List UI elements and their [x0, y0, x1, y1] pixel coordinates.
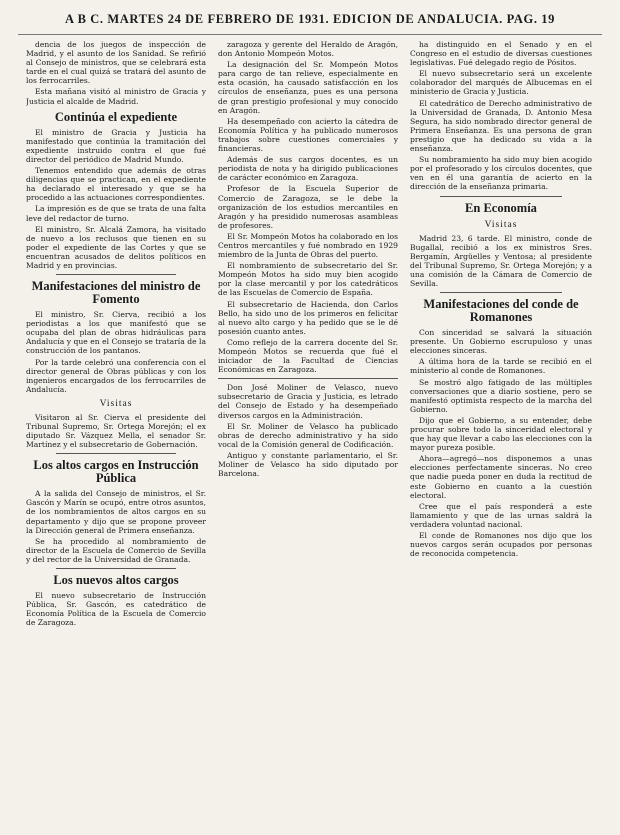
paragraph: Madrid 23, 6 tarde. El ministro, conde de Bugallal, recibió a los ex ministros Sres. Bergamín, Argüelles y Ventosa; al presidente del Tribunal Supremo, Sr. Ortega Morejón; y a una comisión de la Cámara de Comercio de Sevilla.	[410, 233, 592, 288]
headline-conde-romanones: Manifestaciones del conde de Romanones	[423, 297, 579, 325]
paragraph: dencia de los juegos de inspección de Madrid, y el asunto de los Sanidad. Se refirió al Consejo de ministros, que se celebrará esta tarde en el cual quizá se tratará del asunto de los ferrocarriles.	[26, 40, 206, 86]
paragraph: El ministro, Sr. Alcalá Zamora, ha visitado de nuevo a los reclusos que tienen en su poder el expediente de las Cortes y que se encuentran acusados de delitos políticos en Madrid y en provincias.	[26, 224, 206, 270]
subheading-visitas: Visitas	[484, 219, 518, 230]
divider	[56, 453, 176, 454]
paragraph: Dijo que el Gobierno, a su entender, debe procurar sobre todo la sinceridad electoral y que hay que llevar a cabo las elecciones con la mayor pureza posible.	[410, 415, 592, 453]
paragraph: Ahora—agregó—nos disponemos a unas elecciones perfectamente sinceras. No creo que nadie pueda poner en duda la rectitud de este Gobierno en cuanto a la cuestión electoral.	[410, 454, 592, 500]
paragraph: Antiguo y constante parlamentario, el Sr. Moliner de Velasco ha sido diputado por Barcelona.	[218, 450, 398, 479]
paragraph: zaragoza y gerente del Heraldo de Aragón, don Antonio Mompeón Motos.	[218, 40, 398, 59]
page-masthead: A B C. MARTES 24 DE FEBRERO DE 1931. EDICION DE ANDALUCIA. PAG. 19	[18, 12, 602, 35]
paragraph: Esta mañana visitó al ministro de Gracia y Justicia el alcalde de Madrid.	[26, 87, 206, 106]
headline-altos-cargos: Los altos cargos en Instrucción Pública	[33, 458, 199, 486]
paragraph: Con sinceridad se salvará la situación presente. Un Gobierno escrupuloso y unas elecciones sinceras.	[410, 328, 592, 356]
paragraph: Tenemos entendido que además de otras diligencias que se practican, en el expediente ha declarado el interesado y que se ha procedido a las actuaciones correspondientes.	[26, 166, 206, 203]
paragraph: Profesor de la Escuela Superior de Comercio de Zaragoza, se le debe la organización de los estudios mercantiles en Aragón y ha presidido numerosas asambleas de profesores.	[218, 184, 398, 230]
divider	[440, 292, 562, 293]
column-3	[410, 40, 592, 827]
headline-nuevos-altos-cargos: Los nuevos altos cargos	[53, 573, 179, 588]
headline-en-economia: En Economía	[465, 200, 537, 215]
headline-ministro-fomento: Manifestaciones del ministro de Fomento	[31, 279, 201, 307]
column-1	[26, 40, 206, 827]
paragraph: Su nombramiento ha sido muy bien acogido por el profesorado y los círculos docentes, que ven en él una garantía de acierto en la dirección de la enseñanza primaria.	[410, 155, 592, 192]
paragraph: El conde de Romanones nos dijo que los nuevos cargos serán ocupados por personas de reconocida competencia.	[410, 531, 592, 559]
paragraph: El nuevo subsecretario será un excelente colaborador del marqués de Albucemas en el ministerio de Gracia y Justicia.	[410, 69, 592, 97]
paragraph: Se ha procedido al nombramiento de director de la Escuela de Comercio de Sevilla y del rector de la Universidad de Granada.	[26, 536, 206, 564]
paragraph: El ministro de Gracia y Justicia ha manifestado que continúa la tramitación del expediente instruido contra el que fué director del periódico de Madrid Mundo.	[26, 127, 206, 164]
paragraph: A última hora de la tarde se recibió en el ministerio al conde de Romanones.	[410, 357, 592, 376]
paragraph: Visitaron al Sr. Cierva el presidente del Tribunal Supremo, Sr. Ortega Morejón; el ex diputado Sr. Vázquez Mella, el senador Sr. Martínez y el subsecretario de Gobernación.	[26, 412, 206, 450]
paragraph: Ha desempeñado con acierto la cátedra de Economía Política y ha publicado numerosos trabajos sobre cuestiones comerciales y financieras.	[218, 116, 398, 154]
paragraph: El Sr. Moliner de Velasco ha publicado obras de derecho administrativo y ha sido vocal de la Comisión general de Codificación.	[218, 421, 398, 449]
divider	[56, 568, 176, 569]
paragraph: El nuevo subsecretario de Instrucción Pública, Sr. Gascón, es catedrático de Economía Política de la Escuela de Comercio de Zaragoza.	[26, 591, 206, 628]
paragraph: Cree que el país responderá a este llamamiento y que de las urnas saldrá la verdadera voluntad nacional.	[410, 501, 592, 529]
column-2	[218, 40, 398, 827]
headline-continua-expediente: Continúa el expediente	[54, 109, 178, 124]
divider	[56, 274, 176, 275]
paragraph: El Sr. Mompeón Motos ha colaborado en los Centros mercantiles y fué nombrado en 1929 miembro de la Junta de Obras del puerto.	[218, 231, 398, 260]
paragraph: La designación del Sr. Mompeón Motos para cargo de tan relieve, especialmente en esta ocasión, ha causado satisfacción en los círculos de enseñanza, pues es una persona de gran prestigio profesional y muy conocido en Aragón.	[218, 60, 398, 115]
paragraph: A la salida del Consejo de ministros, el Sr. Gascón y Marín se ocupó, entre otros asuntos, de los nombramientos de altos cargos en su departamento y dijo que se propone proveer la Dirección general de Primera enseñanza.	[26, 489, 206, 535]
paragraph: El ministro, Sr. Cierva, recibió a los periodistas a los que manifestó que se ocupaba del plan de obras hidráulicas para Andalucía y que en el Consejo se trataría de la construcción de los pantanos.	[26, 310, 206, 356]
paragraph: La impresión es de que se trata de una falta leve del redactor de turno.	[26, 204, 206, 223]
paragraph: Se mostró algo fatigado de las múltiples conversaciones que a diario sostiene, pero se manifestó optimista respecto de la marcha del Gobierno.	[410, 377, 592, 414]
paragraph: El nombramiento de subsecretario del Sr. Mompeón Motos ha sido muy bien acogido por la clase mercantil y por los catedráticos de las Escuelas de Comercio de España.	[218, 261, 398, 298]
paragraph: El subsecretario de Hacienda, don Carlos Bello, ha sido uno de los primeros en felicitar al nuevo alto cargo y ha pedido que se le dé posesión cuanto antes.	[218, 299, 398, 336]
paragraph: El catedrático de Derecho administrativo de la Universidad de Granada, D. Antonio Mesa Segura, ha sido nombrado director general de Primera Enseñanza. Es una persona de gran prestigio que ha dedicado su vida a la enseñanza.	[410, 98, 592, 154]
paragraph: Como reflejo de la carrera docente del Sr. Mompeón Motos se recuerda que fué el iniciador de la Facultad de Ciencias Económicas en Zaragoza.	[218, 337, 398, 375]
paragraph: Por la tarde celebró una conferencia con el director general de Obras públicas y con los ingenieros encargados de los ferrocarriles de Andalucía.	[26, 357, 206, 394]
paragraph: Además de sus cargos docentes, es un periodista de nota y ha dirigido publicaciones de carácter económico en Zaragoza.	[218, 155, 398, 183]
divider	[218, 378, 398, 379]
paragraph: Don José Moliner de Velasco, nuevo subsecretario de Gracia y Justicia, es letrado del Consejo de Estado y ha desempeñado diversos cargos en la Administración.	[218, 383, 398, 420]
divider	[440, 196, 562, 197]
subheading-visitas: Visitas	[99, 398, 133, 409]
paragraph: ha distinguido en el Senado y en el Congreso en el estudio de diversas cuestiones legislativas. Fué delegado regio de Pósitos.	[410, 40, 592, 68]
